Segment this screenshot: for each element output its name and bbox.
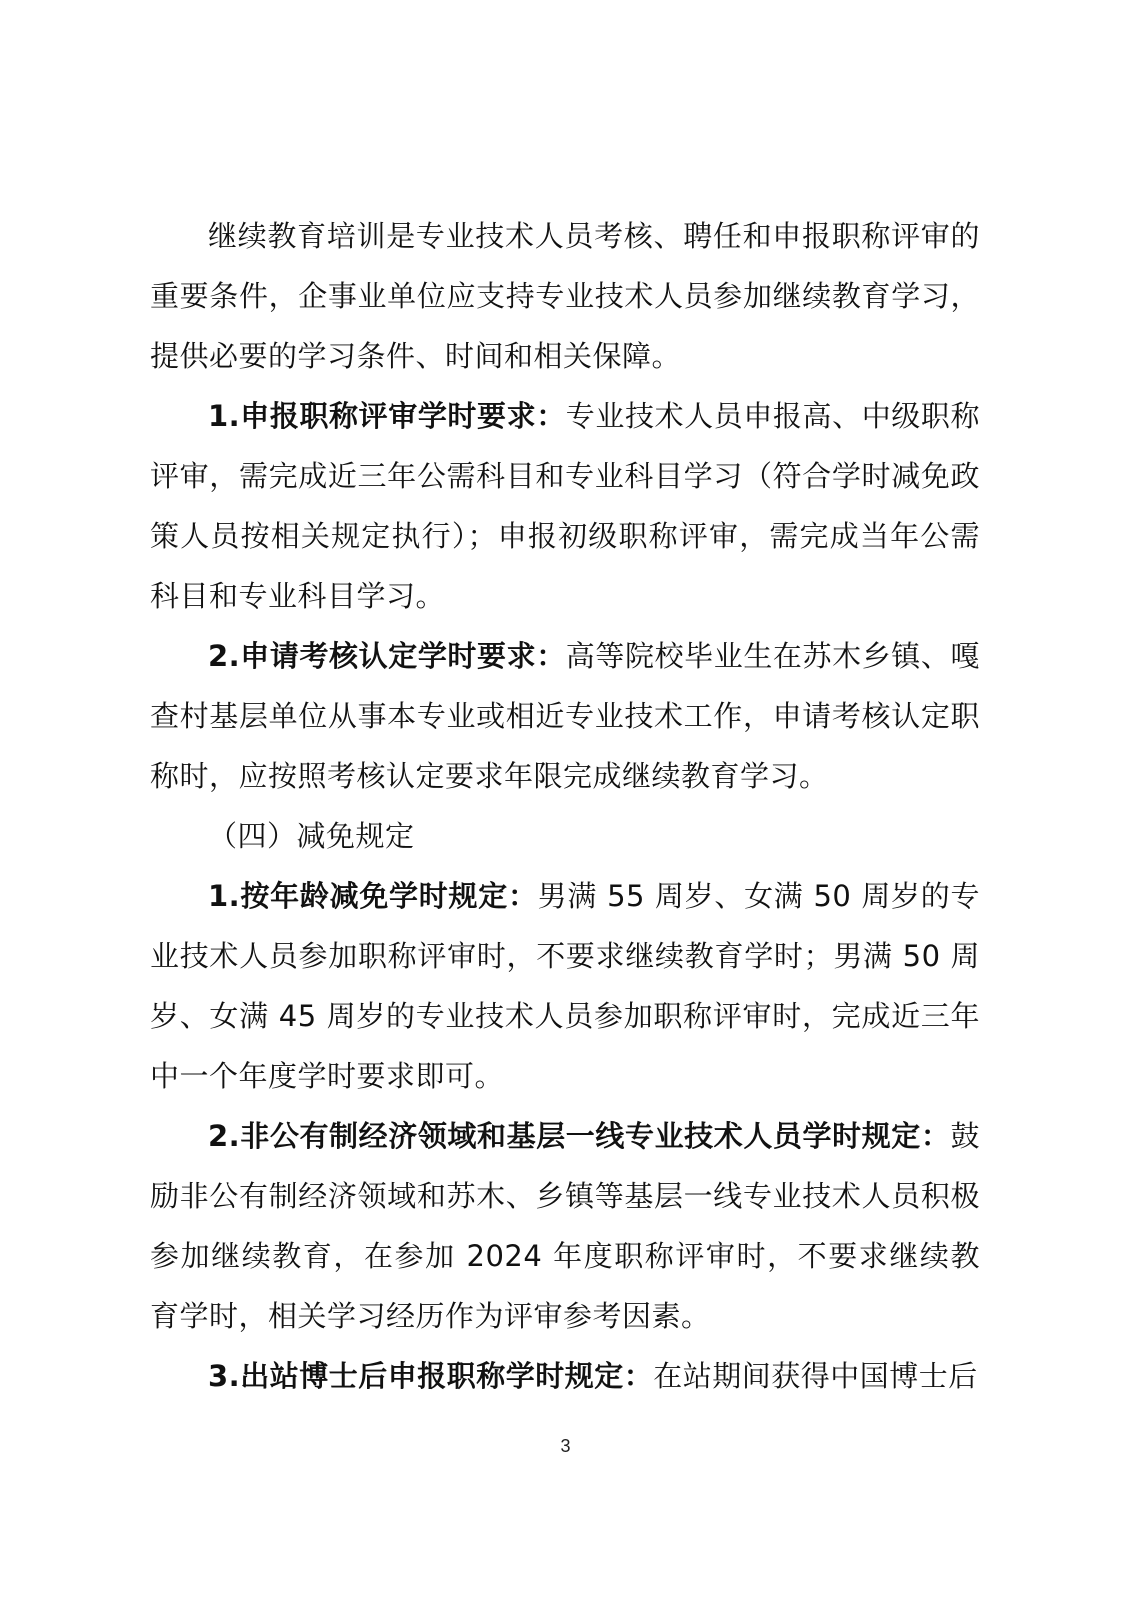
paragraph-text: 高等院校毕业生在苏木乡镇、嘎查村基层单位从事本专业或相近专业技术工作，申请考核认定职称时，应按照考核认定要求年限完成继续教育学习。: [150, 639, 980, 793]
paragraph-age-exemption: [150, 866, 980, 1106]
paragraph-title-review-hours: [150, 386, 980, 626]
paragraph-heading: 1.按年龄减免学时规定：: [208, 879, 538, 913]
section-title: （四）减免规定: [208, 819, 415, 853]
paragraph-intro: [150, 206, 980, 386]
paragraph-heading: 2.非公有制经济领域和基层一线专业技术人员学时规定：: [208, 1119, 951, 1153]
paragraph-text: 专业技术人员申报高、中级职称评审，需完成近三年公需科目和专业科目学习（符合学时减免政策人员按相关规定执行）；申报初级职称评审，需完成当年公需科目和专业科目学习。: [150, 399, 980, 613]
paragraph-grassroots-exemption: [150, 1106, 980, 1346]
paragraph-heading: 3.出站博士后申报职称学时规定：: [208, 1359, 654, 1393]
paragraph-text: 男满 55 周岁、女满 50 周岁的专业技术人员参加职称评审时，不要求继续教育学时；男满 50 周岁、女满 45 周岁的专业技术人员参加职称评审时，完成近三年中一个年度学时要求即可。: [150, 879, 980, 1093]
paragraph-assessment-hours: [150, 626, 980, 806]
paragraph-text: 鼓励非公有制经济领域和苏木、乡镇等基层一线专业技术人员积极参加继续教育，在参加 2024 年度职称评审时，不要求继续教育学时，相关学习经历作为评审参考因素。: [150, 1119, 980, 1333]
paragraph-intro-text: 继续教育培训是专业技术人员考核、聘任和申报职称评审的重要条件，企事业单位应支持专业技术人员参加继续教育学习，提供必要的学习条件、时间和相关保障。: [150, 219, 980, 373]
paragraph-heading: 1.申报职称评审学时要求：: [208, 399, 566, 433]
paragraph-text: 在站期间获得中国博士后: [653, 1359, 978, 1393]
page-body: [150, 206, 980, 1406]
paragraph-postdoc-rule: [150, 1346, 980, 1406]
paragraph-heading: 2.申请考核认定学时要求：: [208, 639, 566, 673]
page-number: 3: [560, 1436, 571, 1456]
